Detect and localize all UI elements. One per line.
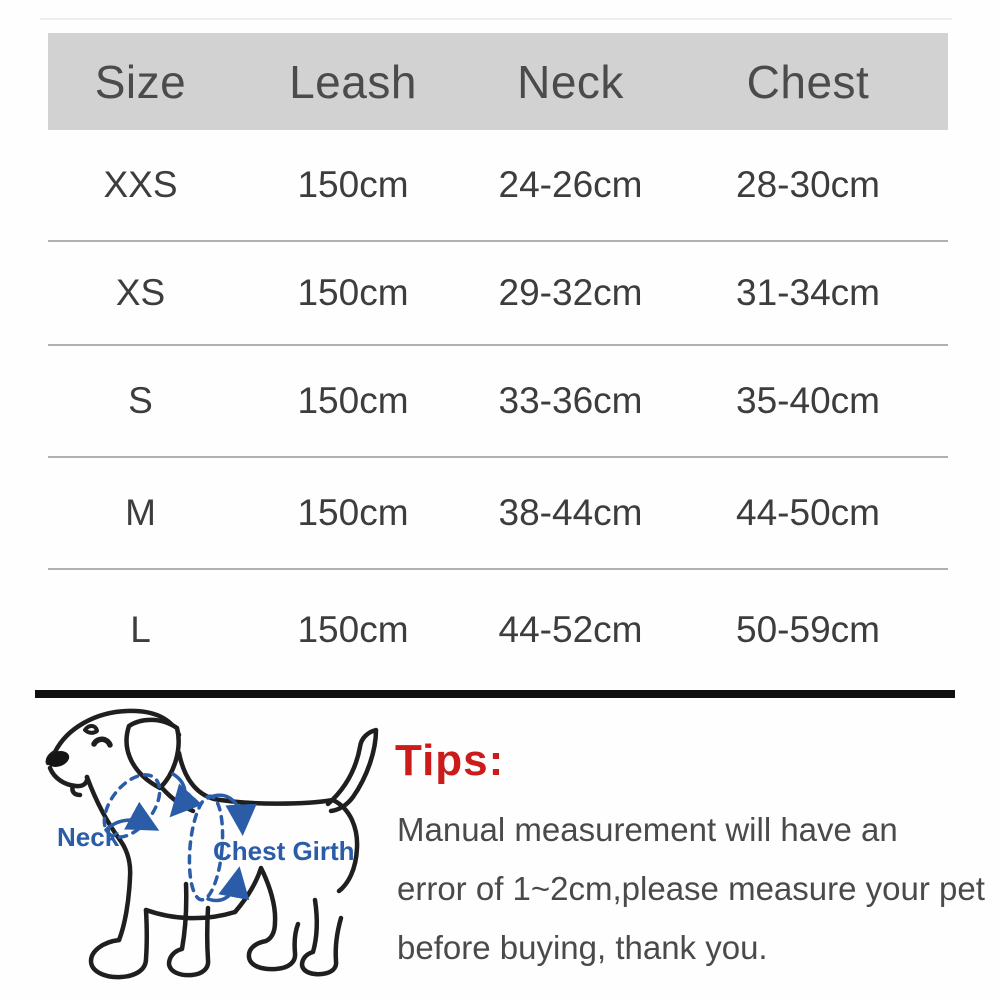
table-row-xxs (48, 130, 948, 240)
dog-back-line (179, 753, 333, 804)
cell-chest: 31-34cm (736, 272, 880, 313)
header-cell-size: Size (94, 55, 187, 108)
cell-leash: 150cm (297, 609, 409, 650)
cell-leash: 150cm (297, 164, 409, 205)
cell-neck: 29-32cm (498, 272, 643, 313)
measurement-labels (57, 822, 355, 866)
table-row-s (48, 344, 948, 456)
chest-girth-label: Chest Girth (213, 836, 355, 866)
dog-eyebrow (85, 726, 97, 733)
header-cell-chest: Chest (746, 55, 870, 108)
dog-measurement-diagram (10, 698, 400, 995)
neck-label: Neck (57, 822, 120, 852)
tips-line: Manual measurement will have an (397, 811, 898, 848)
table-row-xs (48, 240, 948, 344)
size-chart-table (48, 33, 948, 690)
cell-size: XXS (103, 164, 178, 205)
cell-chest: 28-30cm (736, 164, 880, 205)
cell-leash: 150cm (297, 492, 409, 533)
cell-size: M (125, 492, 156, 533)
cell-chest: 35-40cm (736, 380, 880, 421)
cell-size: S (128, 380, 153, 421)
dog-chest-front-leg (87, 777, 130, 940)
dog-mouth (50, 768, 87, 786)
cell-size: XS (115, 272, 166, 313)
thick-divider-line (35, 690, 955, 698)
table-header-row (48, 33, 948, 130)
dog-tail (328, 730, 376, 811)
table-row-m (48, 456, 948, 568)
header-cell-leash: Leash (289, 55, 417, 108)
tips-line: error of 1~2cm,please measure your pet (397, 870, 985, 907)
top-edge-line (40, 18, 952, 20)
dog-eye (94, 739, 110, 745)
tips-heading: Tips: (395, 736, 505, 785)
table-row-l (48, 568, 948, 690)
tips-body (397, 800, 997, 977)
cell-chest: 44-50cm (736, 492, 880, 533)
header-cell-neck: Neck (517, 55, 624, 108)
cell-neck: 38-44cm (498, 492, 643, 533)
dog-hind-leg (235, 868, 298, 969)
dog-belly (146, 910, 235, 918)
cell-leash: 150cm (297, 272, 409, 313)
dog-far-hind-leg (302, 900, 341, 974)
cell-neck: 33-36cm (498, 380, 643, 421)
cell-neck: 24-26cm (498, 164, 643, 205)
dog-far-front-leg (169, 884, 208, 975)
cell-chest: 50-59cm (736, 609, 880, 650)
cell-neck: 44-52cm (498, 609, 643, 650)
cell-size: L (130, 609, 151, 650)
tips-line: before buying, thank you. (397, 929, 768, 966)
cell-leash: 150cm (297, 380, 409, 421)
dog-front-paw (91, 910, 147, 977)
